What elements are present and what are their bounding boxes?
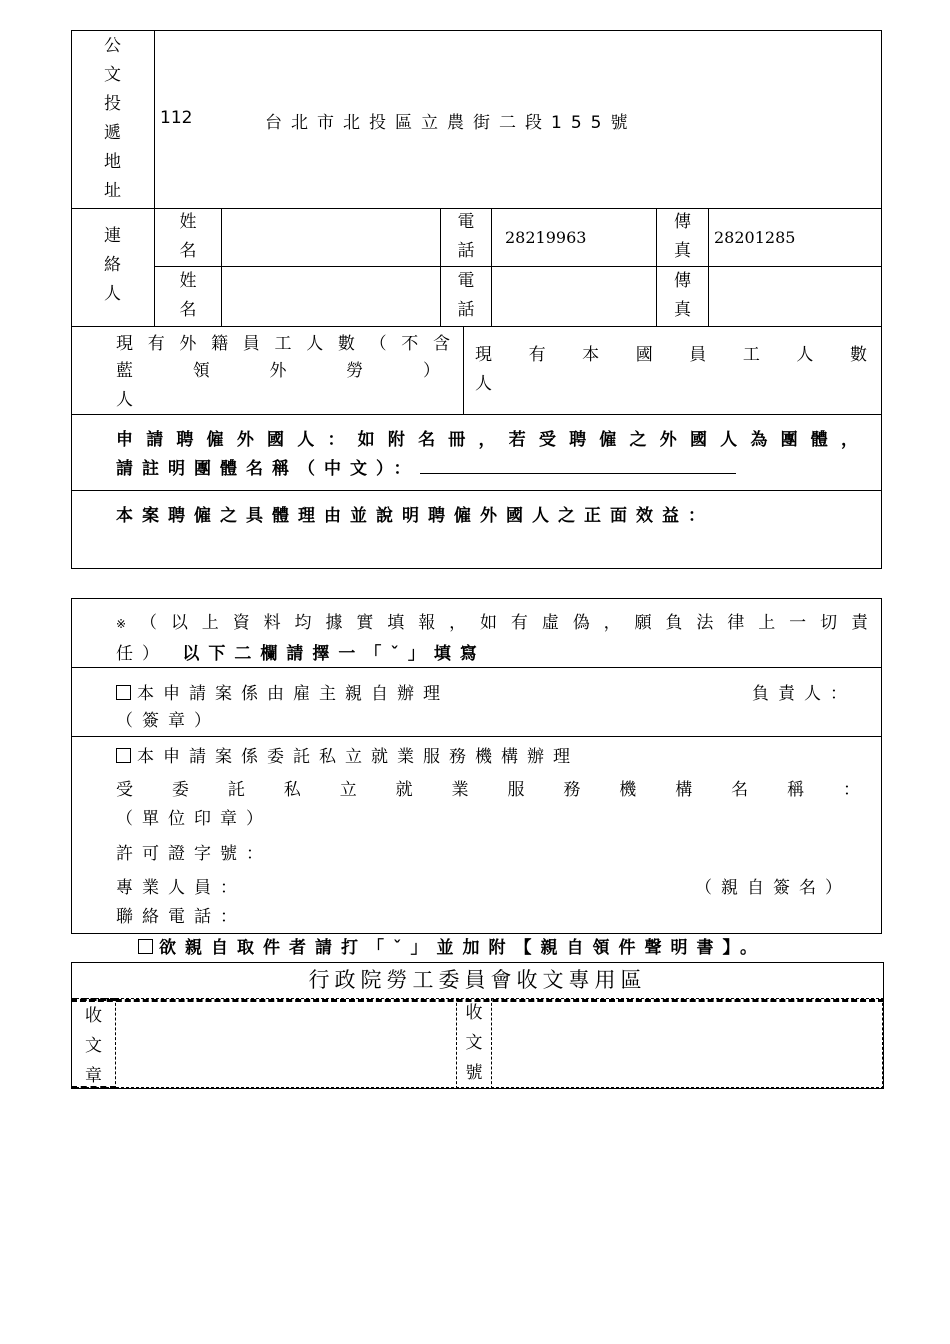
pickup-checkbox[interactable] bbox=[138, 939, 153, 954]
option2-checkbox[interactable] bbox=[116, 748, 131, 763]
local-count-unit: 人 bbox=[475, 374, 492, 394]
local-count-line1: 現 有 本 國 員 工 人 數 bbox=[475, 345, 867, 365]
stamp-label: 收 文 章 bbox=[71, 998, 116, 1089]
option1-seal: （簽章） bbox=[116, 711, 220, 731]
contact-label: 連 絡 人 bbox=[71, 208, 155, 327]
fax-value-1[interactable]: 28201285 bbox=[714, 228, 796, 247]
option2-phone: 聯絡電話： bbox=[116, 907, 246, 927]
option1-checkbox[interactable] bbox=[116, 685, 131, 700]
phone-label-2: 電 話 bbox=[441, 267, 492, 327]
option1-responsible: 負責人： bbox=[752, 684, 856, 704]
reason-title: 本案聘僱之具體理由並說明聘僱外國人之正面效益： bbox=[116, 506, 714, 526]
office-title: 行政院勞工委員會收文專用區 bbox=[308, 968, 647, 992]
name-label-2: 姓 名 bbox=[155, 267, 222, 327]
phone-label-1: 電 話 bbox=[441, 208, 492, 267]
option2-agency: 受 委 託 私 立 就 業 服 務 機 構 名 稱 ： bbox=[116, 780, 860, 800]
name-label-1: 姓 名 bbox=[155, 208, 222, 267]
option2-sign: （親自簽名） bbox=[695, 878, 851, 898]
pickup-line: 欲親自取件者請打「ˇ」並加附【親自領件聲明書】。 bbox=[138, 934, 766, 962]
declaration-text: ※（以上資料均據實填報，如有虛偽，願負法律上一切責 任） 以下二欄請擇一「ˇ」填寫 bbox=[116, 613, 868, 664]
foreign-count-unit: 人 bbox=[116, 390, 133, 410]
fax-field-2[interactable] bbox=[709, 267, 882, 327]
phone-field-2[interactable] bbox=[492, 267, 656, 327]
option2-text: 本申請案係委託私立就業服務機構辦理 bbox=[116, 743, 579, 771]
option1-text: 本申請案係由雇主親自辦理 bbox=[116, 680, 449, 708]
name-field-2[interactable] bbox=[222, 267, 441, 327]
number-label: 收 文 號 bbox=[456, 998, 492, 1089]
address-zip: 112 bbox=[160, 108, 193, 128]
reference-mark-icon: ※ bbox=[116, 617, 140, 631]
address-value: 台北市北投區立農街二段155號 bbox=[265, 113, 637, 133]
phone-value-1[interactable]: 28219963 bbox=[505, 228, 587, 247]
name-field-1[interactable] bbox=[222, 208, 441, 267]
address-label: 公 文 投 遞 地 址 bbox=[71, 30, 155, 209]
foreign-count-line2: 藍 領 外 勞 ） bbox=[116, 361, 440, 381]
apply-line1: 申請聘僱外國人：如附名冊，若受聘僱之外國人為團體， bbox=[116, 430, 858, 450]
apply-line2: 請註明團體名稱（中文）： bbox=[116, 455, 736, 483]
option2-permit: 許可證字號： bbox=[116, 844, 272, 864]
option2-staff: 專業人員： bbox=[116, 878, 246, 898]
office-dash-bottom bbox=[71, 1087, 884, 1088]
fax-label-1: 傳 真 bbox=[656, 208, 709, 267]
fax-label-2: 傳 真 bbox=[656, 267, 709, 327]
office-dash-right bbox=[882, 998, 883, 1089]
option2-unit-seal: （單位印章） bbox=[116, 809, 272, 829]
foreign-count-line1: 現有外籍員工人數（不含 bbox=[116, 334, 450, 354]
group-name-field[interactable] bbox=[420, 459, 736, 474]
